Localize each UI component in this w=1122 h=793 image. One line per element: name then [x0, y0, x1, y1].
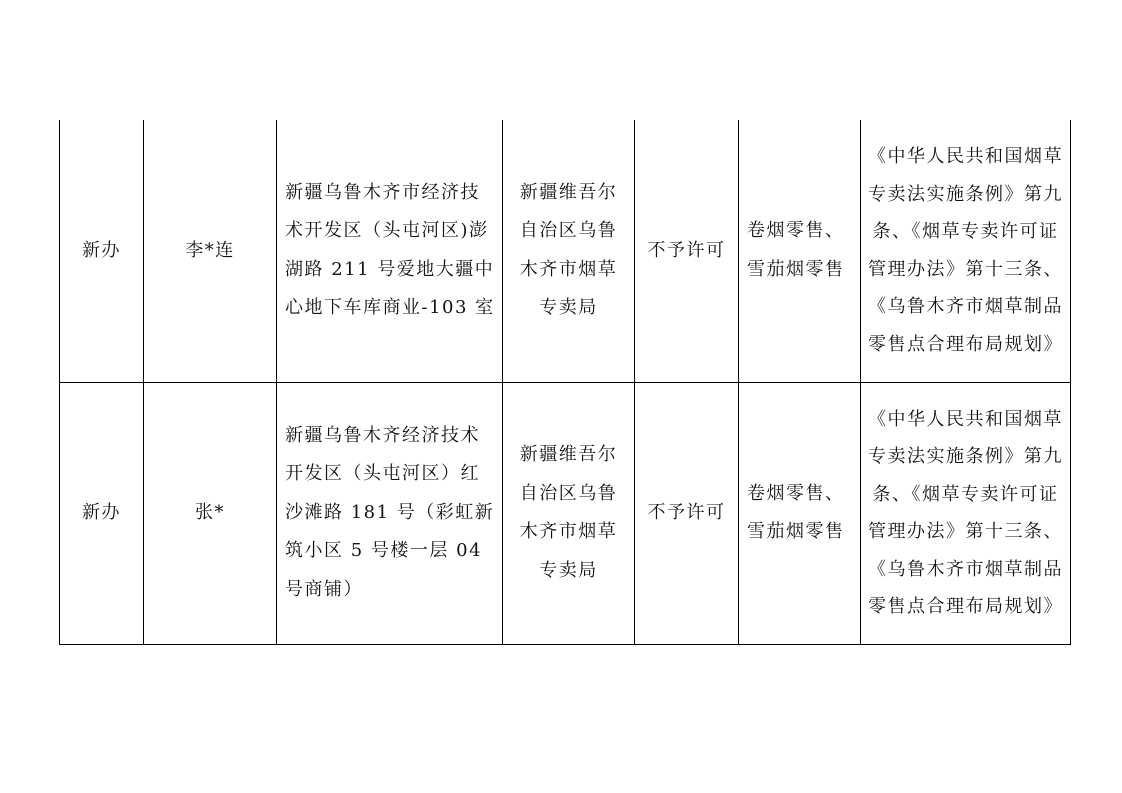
- business-scope-cell: 卷烟零售、雪茄烟零售: [739, 120, 861, 382]
- permit-decision-table: [59, 120, 1071, 645]
- applicant-name-cell: 张*: [144, 382, 277, 644]
- applicant-name-cell: 李*连: [144, 120, 277, 382]
- table-row: [60, 382, 1071, 644]
- decision-cell: 不予许可: [635, 382, 739, 644]
- application-type-cell: 新办: [60, 382, 144, 644]
- authority-cell: 新疆维吾尔自治区乌鲁木齐市烟草专卖局: [503, 120, 635, 382]
- decision-cell: 不予许可: [635, 120, 739, 382]
- legal-basis-cell: 《中华人民共和国烟草专卖法实施条例》第九条、《烟草专卖许可证管理办法》第十三条、《乌鲁木齐市烟草制品零售点合理布局规划》: [861, 120, 1071, 382]
- application-type-cell: 新办: [60, 120, 144, 382]
- authority-cell: 新疆维吾尔自治区乌鲁木齐市烟草专卖局: [503, 382, 635, 644]
- table-row: [60, 120, 1071, 382]
- business-address-cell: 新疆乌鲁木齐经济技术开发区（头屯河区）红沙滩路 181 号（彩虹新筑小区 5 号楼一层 04 号商铺）: [277, 382, 503, 644]
- legal-basis-cell: 《中华人民共和国烟草专卖法实施条例》第九条、《烟草专卖许可证管理办法》第十三条、《乌鲁木齐市烟草制品零售点合理布局规划》: [861, 382, 1071, 644]
- business-scope-cell: 卷烟零售、雪茄烟零售: [739, 382, 861, 644]
- business-address-cell: 新疆乌鲁木齐市经济技术开发区（头屯河区)澎湖路 211 号爱地大疆中心地下车库商业-103 室: [277, 120, 503, 382]
